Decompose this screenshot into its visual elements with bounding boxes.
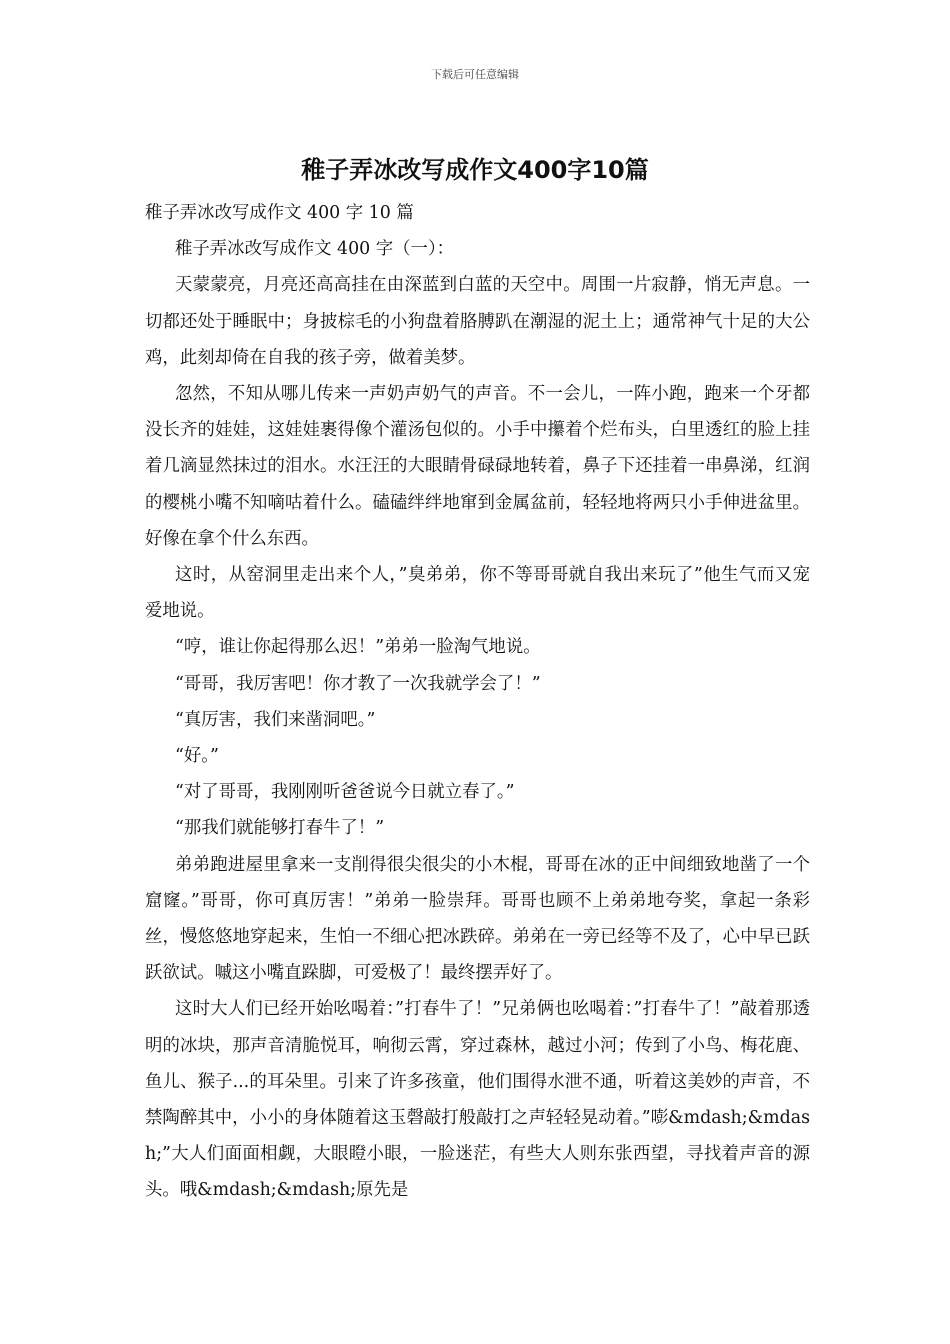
- paragraph: “好。”: [175, 746, 219, 767]
- paragraph: 弟弟跑进屋里拿来一支削得很尖很尖的小木棍，哥哥在冰的正中间细致地凿了一个窟窿。”哥哥，你可真厉害！”弟弟一脸崇拜。哥哥也顾不上弟弟地夸奖，拿起一条彩丝，慢悠悠地穿起来，生怕一不细心把冰跌碎。弟弟在一旁已经等不及了，心中早已跃跃欲试。嘁这小嘴直跺脚，可爱极了！最终摆弄好了。: [145, 854, 810, 984]
- page-header: 下载后可任意编辑: [431, 68, 519, 81]
- paragraph: 稚子弄冰改写成作文 400 字（一）：: [175, 239, 455, 260]
- paragraph: “哥哥，我厉害吧！你才教了一次我就学会了！”: [175, 673, 541, 694]
- paragraph: 这时大人们已经开始吆喝着：”打春牛了！”兄弟俩也吆喝着：”打春牛了！”敲着那透明的冰块，那声音清脆悦耳，响彻云霄，穿过森林，越过小河；传到了小鸟、梅花鹿、鱼儿、猴子...的耳朵里。引来了许多孩童，他们围得水泄不通，听着这美妙的声音，不禁陶醉其中，小小的身体随着这玉磬敲打般敲打之声轻轻晃动着。”嘭&mdash;&mdash;”大人们面面相觑，大眼瞪小眼，一脸迷茫，有些大人则东张西望，寻找着声音的源头。哦&mdash;&mdash;原先是: [145, 999, 810, 1201]
- paragraph: “对了哥哥，我刚刚听爸爸说今日就立春了。”: [175, 782, 515, 803]
- paragraph: “哼，谁让你起得那么迟！”弟弟一脸淘气地说。: [175, 637, 541, 658]
- paragraph: 天蒙蒙亮，月亮还高高挂在由深蓝到白蓝的天空中。周围一片寂静，悄无声息。一切都还处于睡眠中；身披棕毛的小狗盘着胳膊趴在潮湿的泥土上；通常神气十足的大公鸡，此刻却倚在自我的孩子旁，做着美梦。: [145, 275, 810, 368]
- paragraph: 这时，从窑洞里走出来个人，”臭弟弟，你不等哥哥就自我出来玩了”他生气而又宠爱地说。: [145, 565, 810, 622]
- paragraph: 稚子弄冰改写成作文 400 字 10 篇: [145, 203, 414, 223]
- document-body: [145, 195, 810, 1209]
- paragraph: “那我们就能够打春牛了！”: [175, 818, 385, 839]
- paragraph: “真厉害，我们来凿洞吧。”: [175, 709, 376, 730]
- paragraph: 忽然，不知从哪儿传来一声奶声奶气的声音。不一会儿，一阵小跑，跑来一个牙都没长齐的娃娃，这娃娃裹得像个灌汤包似的。小手中攥着个烂布头，白里透红的脸上挂着几滴显然抹过的泪水。水汪汪的大眼睛骨碌碌地转着，鼻子下还挂着一串鼻涕，红润的樱桃小嘴不知嘀咕着什么。磕磕绊绊地窜到金属盆前，轻轻地将两只小手伸进盆里。好像在拿个什么东西。: [145, 384, 810, 549]
- document-title: 稚子弄冰改写成作文400字10篇: [301, 156, 649, 184]
